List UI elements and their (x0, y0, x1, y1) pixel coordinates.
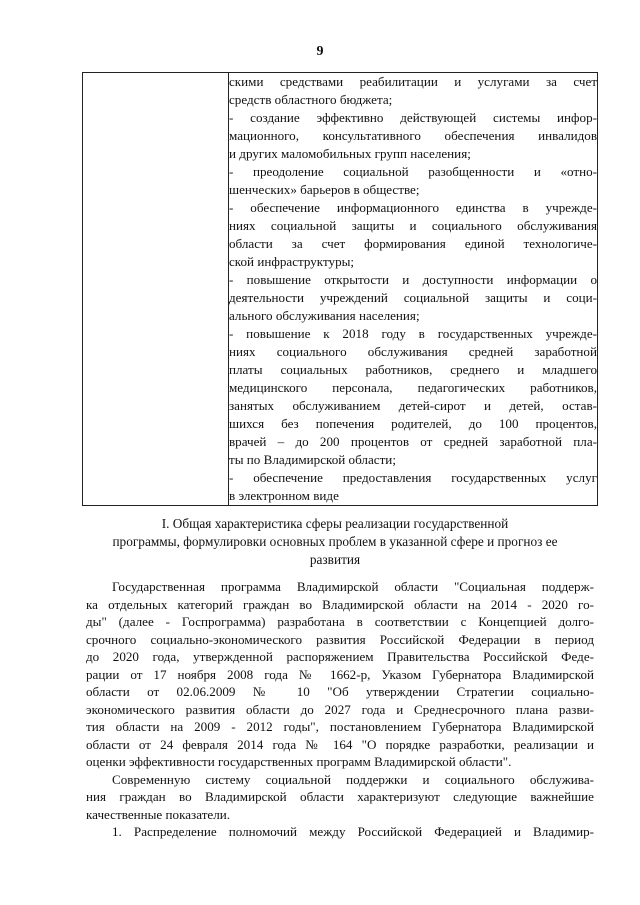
goal-line: области за счет формирования единой технологиче- (229, 236, 597, 251)
body-line: ния граждан во Владимирской области характеризуют следующие важнейшие (86, 789, 594, 804)
goal-line: в электронном виде (229, 488, 339, 503)
page-number: 9 (316, 44, 324, 59)
goals-table (82, 72, 598, 506)
goal-line: медицинского персонала, педагогических работников, (229, 380, 597, 395)
body-line: тия области на 2009 - 2012 годы", постановлением Губернатора Владимирской (86, 719, 594, 734)
goals-table-content-cell (229, 73, 598, 506)
body-line: 1. Распределение полномочий между Российской Федерацией и Владимир- (112, 824, 594, 839)
goal-line: платы социальных работников, среднего и младшего (229, 362, 597, 377)
goal-line: врачей – до 200 процентов от средней заработной пла- (229, 434, 597, 449)
body-line: Государственная программа Владимирской области "Социальная поддерж- (112, 579, 594, 594)
body-line: срочного социально-экономического развития Российской Федерации в период (86, 631, 594, 647)
goal-line: средств областного бюджета; (229, 92, 393, 107)
body-line: оценки эффективности государственных программ Владимирской области". (86, 754, 512, 769)
goal-line: - обеспечение информационного единства в учрежде- (229, 200, 597, 215)
goal-line: - создание эффективно действующей системы инфор- (229, 110, 597, 125)
body-line: ка отдельных категорий граждан во Владимирской области на 2014 - 2020 го- (86, 596, 594, 612)
goal-line: - обеспечение предоставления государственных услуг (229, 470, 597, 485)
goal-line: занятых обслуживанием детей-сирот и детей, остав- (229, 398, 597, 413)
body-line: ды" (далее - Госпрограмма) разработана в соответствии с Концепцией долго- (86, 614, 594, 629)
goal-line: ниях социального обслуживания средней заработной (229, 344, 597, 359)
goal-line: мационного, консультативного обеспечения инвалидов (229, 128, 597, 143)
goal-line: - повышение к 2018 году в государственных учрежде- (229, 326, 597, 341)
body-line: рации от 17 ноября 2008 года № 1662-р, Указом Губернатора Владимирской (86, 666, 594, 682)
goal-line: - повышение открытости и доступности информации о (229, 272, 597, 287)
section-title (70, 515, 600, 569)
body-line: качественные показатели. (86, 806, 231, 822)
section-title-line: программы, формулировки основных проблем в указанной сфере и прогноз ее (112, 534, 558, 549)
body-text (86, 578, 594, 841)
body-line: области от 24 февраля 2014 года № 164 "О порядке разработки, реализации и (86, 736, 594, 752)
goal-line: ской инфраструктуры; (229, 254, 355, 269)
goals-table-row (83, 73, 598, 506)
goal-line: ниях социальной защиты и социального обслуживания (229, 218, 597, 233)
goal-line: шенческих» барьеров в обществе; (229, 182, 420, 197)
goal-line: скими средствами реабилитации и услугами за счет (229, 74, 597, 89)
goals-table-label-cell (83, 73, 229, 506)
goal-line: - преодоление социальной разобщенности и «отно- (229, 164, 597, 179)
section-title-line: развития (309, 552, 361, 567)
body-line: области от 02.06.2009 № 10 "Об утверждении Стратегии социально- (86, 684, 594, 699)
body-line: экономического развития области до 2027 года и Среднесрочного плана разви- (86, 701, 594, 717)
goal-line: ального обслуживания населения; (229, 308, 420, 323)
body-line: до 2020 года, утвержденной распоряжением Правительства Российской Феде- (86, 649, 594, 664)
goal-line: и других маломобильных групп населения; (229, 146, 471, 161)
goal-line: деятельности учреждений социальной защиты и соци- (229, 290, 597, 305)
goal-line: ты по Владимирской области; (229, 452, 396, 467)
section-title-line: I. Общая характеристика сферы реализации государственной (161, 516, 509, 531)
goal-line: шихся без попечения родителей, до 100 процентов, (229, 416, 597, 431)
body-line: Современную систему социальной поддержки и социального обслужива- (112, 771, 594, 787)
